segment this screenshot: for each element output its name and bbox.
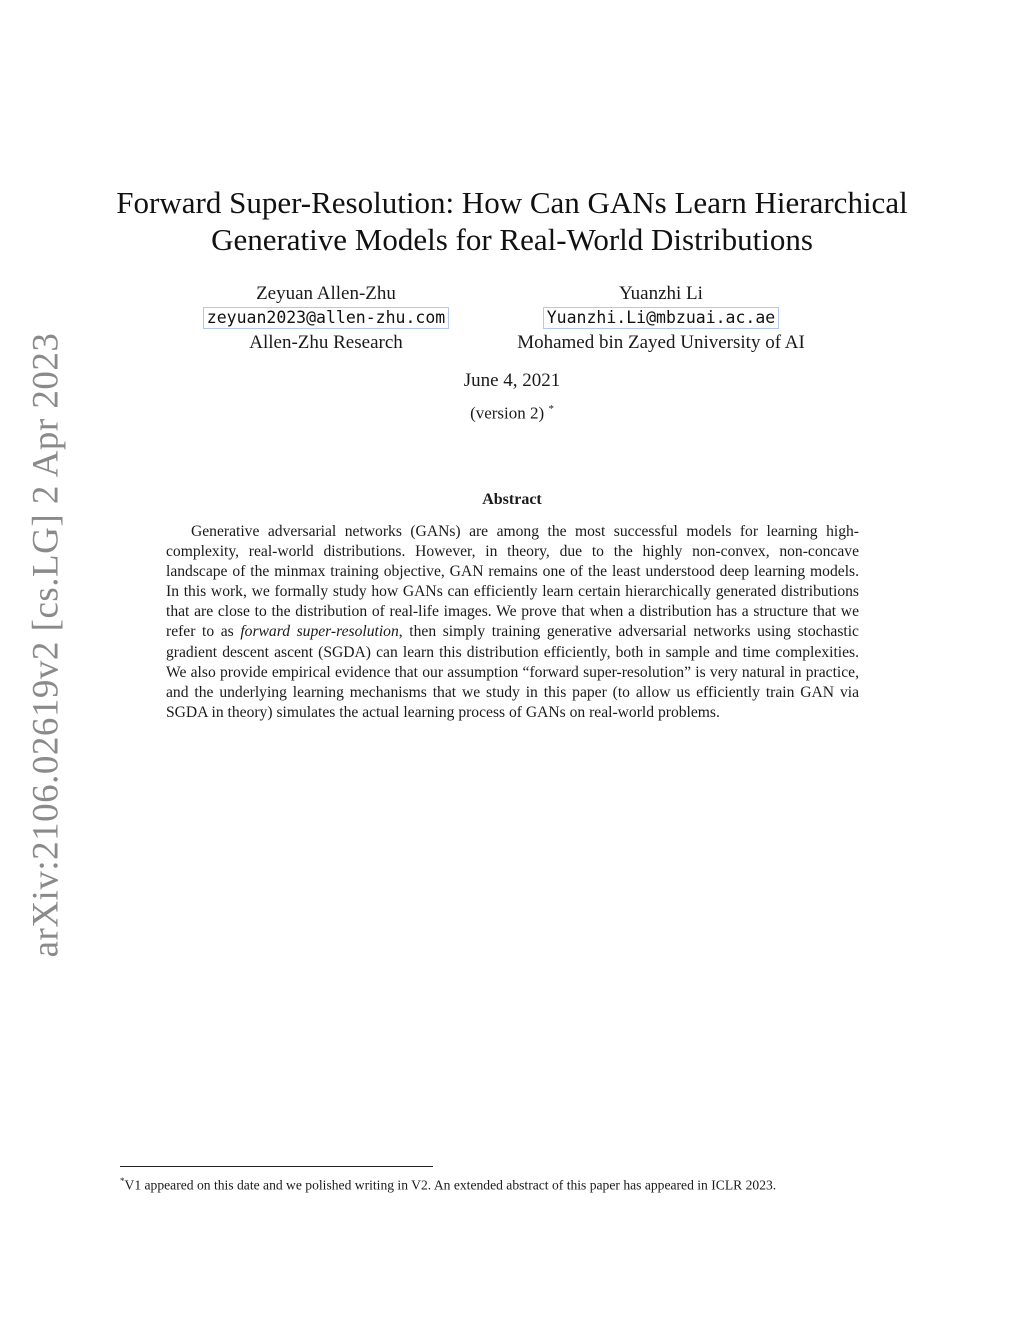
author-affiliation: Mohamed bin Zayed University of AI	[517, 332, 805, 353]
footnote-text: V1 appeared on this date and we polished writing in V2. An extended abstract of this paper has appeared in ICLR 2023.	[124, 1177, 777, 1193]
abstract-text-part-1: Generative adversarial networks (GANs) are among the most successful models for learning high-complexity, real-world distributions. However, in theory, due to the highly non-convex, non-concave landscape of the minmax training objective, GAN remains one of the least understood deep learning models. In this work, we formally study how GANs can efficiently learn certain hierarchically generated distributions that are close to the distribution of real-life images. We prove that when a distribution has a structure that we refer to as	[166, 523, 859, 641]
author-affiliation: Allen-Zhu Research	[249, 332, 403, 353]
footnote-divider	[120, 1166, 433, 1167]
author-email-link[interactable]: Yuanzhi.Li@mbzuai.ac.ae	[543, 307, 779, 329]
publication-date: June 4, 2021	[463, 370, 561, 391]
paper-title	[110, 184, 914, 258]
author-email-link[interactable]: zeyuan2023@allen-zhu.com	[203, 307, 449, 329]
footnote-marker[interactable]: *	[548, 403, 554, 415]
abstract-emphasis: forward super-resolution	[240, 623, 399, 641]
paper-title-line-2: Generative Models for Real-World Distributions	[211, 222, 813, 257]
abstract-text-part-2: , then simply training generative adversarial networks using stochastic gradient descent ascent (SGDA) can learn this distribution efficiently, both in sample and time complexities. We also provide empirical evidence that our assumption “forward super-resolution” is very natural in practice, and the underlying learning mechanisms that we study in this paper (to allow us efficiently train GAN via SGDA in theory) simulates the actual learning process of GANs on real-world problems.	[166, 623, 859, 721]
footnote	[120, 1172, 906, 1195]
paper-title-line-1: Forward Super-Resolution: How Can GANs Learn Hierarchical	[116, 185, 908, 220]
arxiv-identifier-stamp: arXiv:2106.02619v2 [cs.LG] 2 Apr 2023	[25, 332, 67, 958]
abstract-body	[166, 522, 859, 723]
author-block-2	[486, 282, 836, 355]
version-note	[312, 403, 712, 424]
author-block-1	[196, 282, 456, 355]
footnote-mark: *	[120, 1176, 125, 1186]
abstract-heading: Abstract	[482, 491, 542, 508]
version-text: (version 2)	[470, 403, 545, 423]
author-name: Yuanzhi Li	[619, 283, 703, 304]
author-name: Zeyuan Allen-Zhu	[256, 283, 396, 304]
